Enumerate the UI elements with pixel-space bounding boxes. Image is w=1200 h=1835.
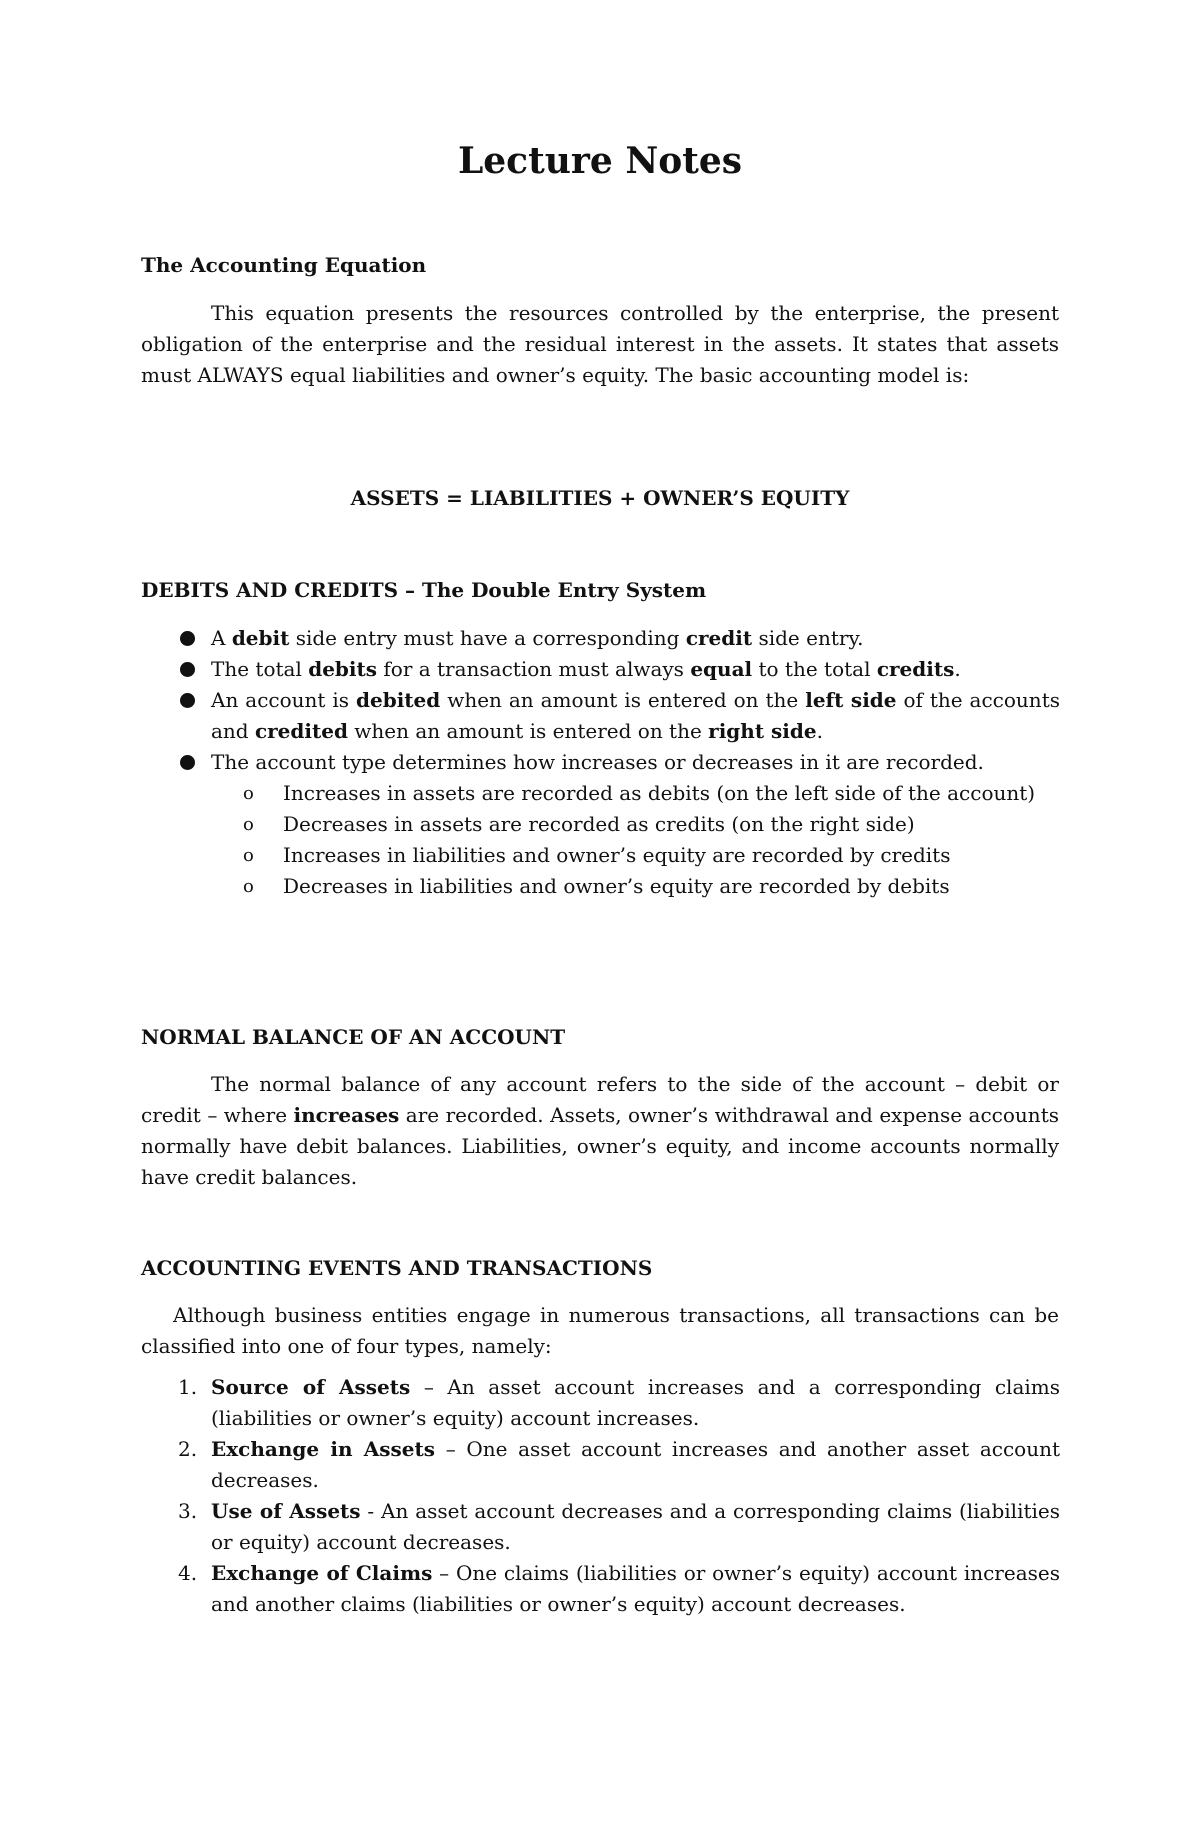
sub-list xyxy=(211,778,1060,902)
section-heading-accounting-equation: The Accounting Equation xyxy=(141,253,427,277)
list-number: 1. xyxy=(178,1375,198,1399)
list-item: The total debits for a transaction must always equal to the total credits. xyxy=(0,654,1060,685)
list-item: An account is debited when an amount is entered on the left side of the accounts and credited when an amount is entered on the right side. xyxy=(0,685,1060,747)
debits-credits-list xyxy=(0,623,1200,902)
term: Exchange in Assets xyxy=(211,1437,436,1461)
sub-list-item: o Decreases in liabilities and owner’s equity are recorded by debits xyxy=(211,871,1060,902)
accounting-equation-formula: ASSETS = LIABILITIES + OWNER’S EQUITY xyxy=(350,486,850,510)
list-item: The account type determines how increases or decreases in it are recorded. o Increases in assets are recorded as debits (on the left side of the account) o Decreases in assets are recorded as credits (on the right side) o Increases in liabilities and owner’s equity are recorded by credits o Decreases in liabilities and owner’s equity are recorded by debits xyxy=(0,747,1060,902)
circle-bullet-icon: o xyxy=(243,876,254,897)
accounting-equation-paragraph: This equation presents the resources controlled by the enterprise, the present obligation of the enterprise and the residual interest in the assets. It states that assets must ALWAYS equal liabilities and owner’s equity. The basic accounting model is: xyxy=(141,301,1059,387)
circle-bullet-icon: o xyxy=(243,845,254,866)
circle-bullet-icon: o xyxy=(243,814,254,835)
term: Use of Assets xyxy=(211,1499,361,1523)
normal-balance-paragraph: The normal balance of any account refers to the side of the account – debit or credit – where increases are recorded. Assets, owner’s withdrawal and expense accounts normally have debit balances. Liabilities, owner’s equity, and income accounts normally have credit balances. xyxy=(141,1072,1059,1189)
bullet-icon xyxy=(180,693,195,708)
transaction-types-list xyxy=(0,1372,1200,1620)
sub-list-item: o Increases in assets are recorded as debits (on the left side of the account) xyxy=(211,778,1060,809)
term: Source of Assets xyxy=(211,1375,411,1399)
list-item: 3. Use of Assets - An asset account decreases and a corresponding claims (liabilities or equity) account decreases. xyxy=(0,1496,1060,1558)
section-heading-debits-credits: DEBITS AND CREDITS – The Double Entry System xyxy=(141,578,707,602)
bullet-icon xyxy=(180,755,195,770)
circle-bullet-icon: o xyxy=(243,783,254,804)
list-item: 4. Exchange of Claims – One claims (liabilities or owner’s equity) account increases and another claims (liabilities or owner’s equity) account decreases. xyxy=(0,1558,1060,1620)
section-heading-events-transactions: ACCOUNTING EVENTS AND TRANSACTIONS xyxy=(141,1256,653,1280)
list-number: 2. xyxy=(178,1437,198,1461)
list-item: 2. Exchange in Assets – One asset account increases and another asset account decreases. xyxy=(0,1434,1060,1496)
list-number: 3. xyxy=(178,1499,198,1523)
term: Exchange of Claims xyxy=(211,1561,433,1585)
list-number: 4. xyxy=(178,1561,198,1585)
list-item: A debit side entry must have a corresponding credit side entry. xyxy=(0,623,1060,654)
bullet-icon xyxy=(180,631,195,646)
page-title: Lecture Notes xyxy=(457,140,743,182)
sub-list-item: o Increases in liabilities and owner’s equity are recorded by credits xyxy=(211,840,1060,871)
list-item: 1. Source of Assets – An asset account increases and a corresponding claims (liabilities or owner’s equity) account increases. xyxy=(0,1372,1060,1434)
sub-list-item: o Decreases in assets are recorded as credits (on the right side) xyxy=(211,809,1060,840)
events-intro-paragraph: Although business entities engage in numerous transactions, all transactions can be classified into one of four types, namely: xyxy=(141,1303,1059,1358)
section-heading-normal-balance: NORMAL BALANCE OF AN ACCOUNT xyxy=(141,1025,566,1049)
bullet-icon xyxy=(180,662,195,677)
